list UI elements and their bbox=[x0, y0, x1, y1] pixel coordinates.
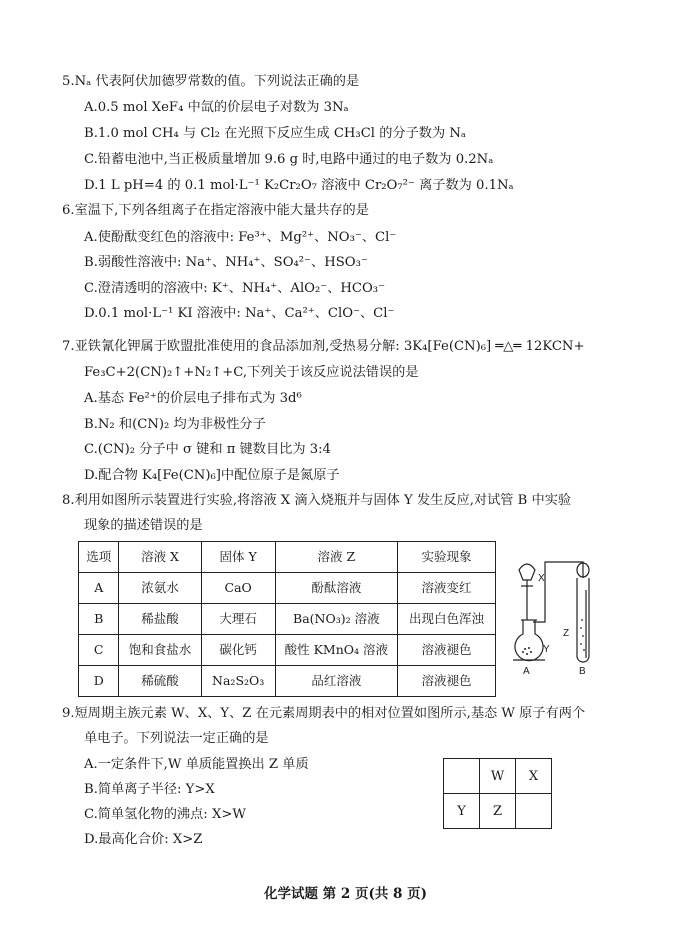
table-header-row bbox=[79, 542, 496, 573]
q7-stem-line-1: 7.亚铁氰化钾属于欧盟批准使用的食品添加剂,受热易分解: 3K₄[Fe(CN)₆] ═△═ 12KCN+ bbox=[62, 339, 585, 354]
table-cell: 稀盐酸 bbox=[119, 604, 201, 635]
label-y: Y bbox=[543, 644, 550, 655]
experiment-table bbox=[78, 541, 496, 697]
separatory-funnel bbox=[519, 564, 535, 580]
q7-option-b: B.N₂ 和(CN)₂ 均为非极性分子 bbox=[84, 417, 266, 432]
q7-option-d: D.配合物 K₄[Fe(CN)₆]中配位原子是氮原子 bbox=[84, 468, 340, 483]
grid-row bbox=[444, 794, 552, 829]
q5-option-d: D.1 L pH=4 的 0.1 mol·L⁻¹ K₂Cr₂O₇ 溶液中 Cr₂O₇²⁻ 离子数为 0.1Nₐ bbox=[84, 178, 514, 193]
table-cell: 稀硫酸 bbox=[119, 666, 201, 697]
q5-option-b: B.1.0 mol CH₄ 与 Cl₂ 在光照下反应生成 CH₃Cl 的分子数为 Nₐ bbox=[84, 126, 466, 141]
q6-option-c: C.澄清透明的溶液中: K⁺、NH₄⁺、AlO₂⁻、HCO₃⁻ bbox=[84, 281, 386, 296]
q8-stem-line-1: 8.利用如图所示装置进行实验,将溶液 X 滴入烧瓶并与固体 Y 发生反应,对试管 B 中实验 bbox=[62, 493, 572, 508]
q6-stem: 6.室温下,下列各组离子在指定溶液中能大量共存的是 bbox=[62, 203, 369, 218]
q5-option-a: A.0.5 mol XeF₄ 中氙的价层电子对数为 3Nₐ bbox=[84, 100, 349, 115]
table-cell: 大理石 bbox=[201, 604, 275, 635]
table-row bbox=[79, 635, 496, 666]
table-cell: 酚酞溶液 bbox=[275, 573, 397, 604]
page-footer: 化学试题 第 2 页(共 8 页) bbox=[263, 886, 428, 902]
q6-option-d: D.0.1 mol·L⁻¹ KI 溶液中: Na⁺、Ca²⁺、ClO⁻、Cl⁻ bbox=[84, 306, 395, 321]
label-x: X bbox=[538, 573, 545, 584]
grid-cell bbox=[444, 759, 480, 794]
round-bottom-flask bbox=[515, 620, 543, 661]
table-cell: 浓氨水 bbox=[119, 573, 201, 604]
table-row bbox=[79, 573, 496, 604]
periodic-table-fragment bbox=[443, 758, 552, 829]
delivery-tube bbox=[533, 562, 583, 622]
q8-stem-line-2: 现象的描述错误的是 bbox=[84, 518, 203, 533]
q6-option-a: A.使酚酞变红色的溶液中: Fe³⁺、Mg²⁺、NO₃⁻、Cl⁻ bbox=[84, 230, 397, 245]
q9-option-a: A.一定条件下,W 单质能置换出 Z 单质 bbox=[84, 757, 309, 772]
q9-option-c: C.简单氢化物的沸点: X>W bbox=[84, 807, 246, 822]
table-row bbox=[79, 604, 496, 635]
label-a: A bbox=[523, 666, 530, 677]
table-cell: Ba(NO₃)₂ 溶液 bbox=[275, 604, 397, 635]
table-cell: 溶液褪色 bbox=[397, 666, 495, 697]
table-cell: C bbox=[79, 635, 119, 666]
table-cell: 溶液褪色 bbox=[397, 635, 495, 666]
table-cell: B bbox=[79, 604, 119, 635]
table-cell: Na₂S₂O₃ bbox=[201, 666, 275, 697]
table-header-cell: 选项 bbox=[79, 542, 119, 573]
q9-option-d: D.最高化合价: X>Z bbox=[84, 832, 203, 847]
table-header-cell: 固体 Y bbox=[201, 542, 275, 573]
q9-option-b: B.简单离子半径: Y>X bbox=[84, 782, 215, 797]
grid-row bbox=[444, 759, 552, 794]
table-cell: 碳化钙 bbox=[201, 635, 275, 666]
table-cell: D bbox=[79, 666, 119, 697]
table-cell: 出现白色浑浊 bbox=[397, 604, 495, 635]
table-cell: 饱和食盐水 bbox=[119, 635, 201, 666]
grid-cell: Y bbox=[444, 794, 480, 829]
table-header-cell: 溶液 X bbox=[119, 542, 201, 573]
table-row bbox=[79, 666, 496, 697]
q6-option-b: B.弱酸性溶液中: Na⁺、NH₄⁺、SO₄²⁻、HSO₃⁻ bbox=[84, 255, 368, 270]
table-cell: 酸性 KMnO₄ 溶液 bbox=[275, 635, 397, 666]
q5-stem: 5.Nₐ 代表阿伏加德罗常数的值。下列说法正确的是 bbox=[62, 74, 360, 89]
label-z: Z bbox=[563, 628, 570, 639]
grid-cell: Z bbox=[480, 794, 516, 829]
q7-option-a: A.基态 Fe²⁺的价层电子排布式为 3d⁶ bbox=[84, 391, 302, 406]
test-tube-b bbox=[577, 578, 589, 662]
apparatus-diagram bbox=[507, 548, 617, 680]
grid-cell bbox=[516, 794, 552, 829]
table-cell: 品红溶液 bbox=[275, 666, 397, 697]
q9-stem-line-1: 9.短周期主族元素 W、X、Y、Z 在元素周期表中的相对位置如图所示,基态 W 原子有两个 bbox=[62, 706, 586, 721]
table-header-cell: 溶液 Z bbox=[275, 542, 397, 573]
q9-stem-line-2: 单电子。下列说法一定正确的是 bbox=[84, 731, 269, 746]
table-cell: 溶液变红 bbox=[397, 573, 495, 604]
table-cell: A bbox=[79, 573, 119, 604]
label-b: B bbox=[579, 666, 586, 677]
q5-option-c: C.铅蓄电池中,当正极质量增加 9.6 g 时,电路中通过的电子数为 0.2Nₐ bbox=[84, 152, 494, 167]
grid-cell: X bbox=[516, 759, 552, 794]
q7-stem-line-2: Fe₃C+2(CN)₂↑+N₂↑+C,下列关于该反应说法错误的是 bbox=[84, 365, 419, 380]
table-cell: CaO bbox=[201, 573, 275, 604]
table-header-cell: 实验现象 bbox=[397, 542, 495, 573]
grid-cell: W bbox=[480, 759, 516, 794]
q7-option-c: C.(CN)₂ 分子中 σ 键和 π 键数目比为 3:4 bbox=[84, 442, 331, 457]
